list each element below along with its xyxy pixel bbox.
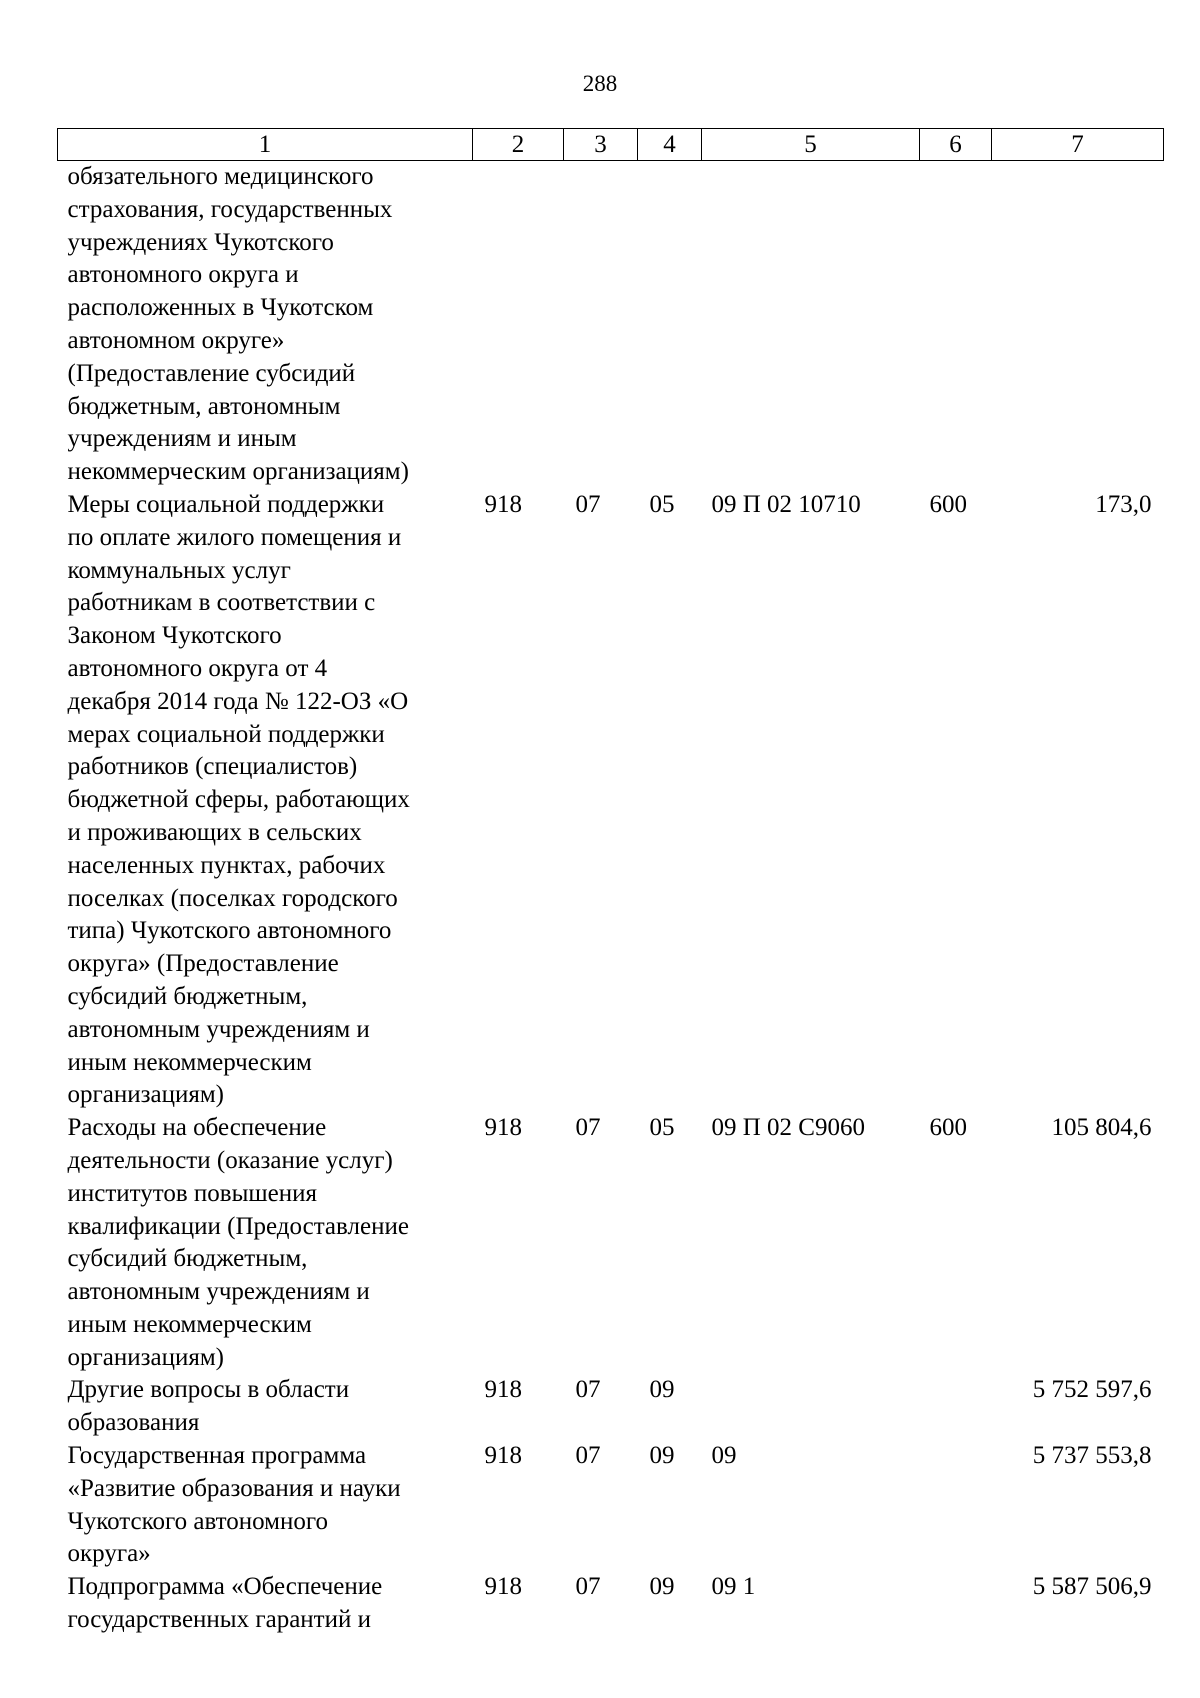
row-subsection-code: 09 [649, 1376, 675, 1404]
row-subsection-code [638, 161, 702, 489]
row-amount: 5 737 553,8 [1032, 1442, 1152, 1470]
row-amount: 173,0 [1095, 490, 1152, 518]
table-row [58, 1571, 1164, 1637]
row-subsection-code: 05 [649, 490, 675, 518]
row-ministry-code: 918 [484, 1376, 522, 1404]
row-description: Меры социальной поддержки по оплате жилого помещения и коммунальных услуг работникам в соответствии с Законом Чукотского автономного округа от 4 декабря 2014 года № 122-ОЗ «О мерах социальной поддержки работников (специалистов) бюджетной сферы, работающих и проживающих в сельских населенных пунктах, рабочих поселках (поселках городского типа) Чукотского автономного округа» (Предоставление субсидий бюджетным, автономным учреждениям и иным некоммерческим организациям) [67, 490, 410, 1109]
row-section-code [564, 161, 638, 489]
row-description: Государственная программа «Развитие образования и науки Чукотского автономного округа» [67, 1442, 401, 1568]
table-header-row [58, 129, 1164, 161]
row-section-code: 07 [575, 490, 601, 518]
row-target-article: 09 [711, 1442, 737, 1470]
row-ministry-code: 918 [484, 1442, 522, 1470]
table-row [58, 1440, 1164, 1571]
row-description: Расходы на обеспечение деятельности (оказание услуг) институтов повышения квалификации (Предоставление субсидий бюджетным, автономным учреждениям и иным некоммерческим организациям) [67, 1114, 409, 1371]
column-header-6: 6 [920, 129, 992, 161]
budget-table [57, 128, 1164, 1637]
row-target-article [702, 161, 920, 489]
row-ministry-code: 918 [484, 1573, 522, 1601]
row-target-article: 09 1 [711, 1573, 756, 1601]
row-expense-type: 600 [929, 1114, 967, 1142]
page-number: 288 [582, 71, 618, 96]
row-subsection-code: 09 [649, 1442, 675, 1470]
column-header-2: 2 [473, 129, 564, 161]
row-subsection-code: 09 [649, 1573, 675, 1601]
row-expense-type [920, 161, 992, 489]
row-expense-type [920, 1571, 992, 1637]
row-expense-type [920, 1440, 992, 1571]
row-section-code: 07 [575, 1442, 601, 1470]
row-amount: 5 587 506,9 [1032, 1573, 1152, 1601]
table-row [58, 1112, 1164, 1374]
row-description: Другие вопросы в области образования [67, 1376, 350, 1437]
row-description: обязательного медицинского страхования, государственных учреждениях Чукотского автономного округа и расположенных в Чукотском автономном округе» (Предоставление субсидий бюджетным, автономным учреждениям и иным некоммерческим организациям) [67, 163, 409, 486]
row-section-code: 07 [575, 1114, 601, 1142]
column-header-3: 3 [564, 129, 638, 161]
row-target-article [702, 1374, 920, 1440]
column-header-1: 1 [58, 129, 473, 161]
row-amount: 105 804,6 [1051, 1114, 1152, 1142]
row-section-code: 07 [575, 1573, 601, 1601]
column-header-7: 7 [992, 129, 1164, 161]
column-header-5: 5 [702, 129, 920, 161]
row-ministry-code [473, 161, 564, 489]
table-row [58, 161, 1164, 489]
row-amount [992, 161, 1164, 489]
row-target-article: 09 П 02 10710 [711, 490, 861, 518]
table-row [58, 1374, 1164, 1440]
row-expense-type [920, 1374, 992, 1440]
table-row [58, 489, 1164, 1112]
row-amount: 5 752 597,6 [1032, 1376, 1152, 1404]
column-header-4: 4 [638, 129, 702, 161]
row-target-article: 09 П 02 С9060 [711, 1114, 865, 1142]
row-ministry-code: 918 [484, 1114, 522, 1142]
row-description: Подпрограмма «Обеспечение государственных гарантий и [67, 1573, 383, 1634]
row-section-code: 07 [575, 1376, 601, 1404]
row-ministry-code: 918 [484, 490, 522, 518]
row-subsection-code: 05 [649, 1114, 675, 1142]
row-expense-type: 600 [929, 490, 967, 518]
